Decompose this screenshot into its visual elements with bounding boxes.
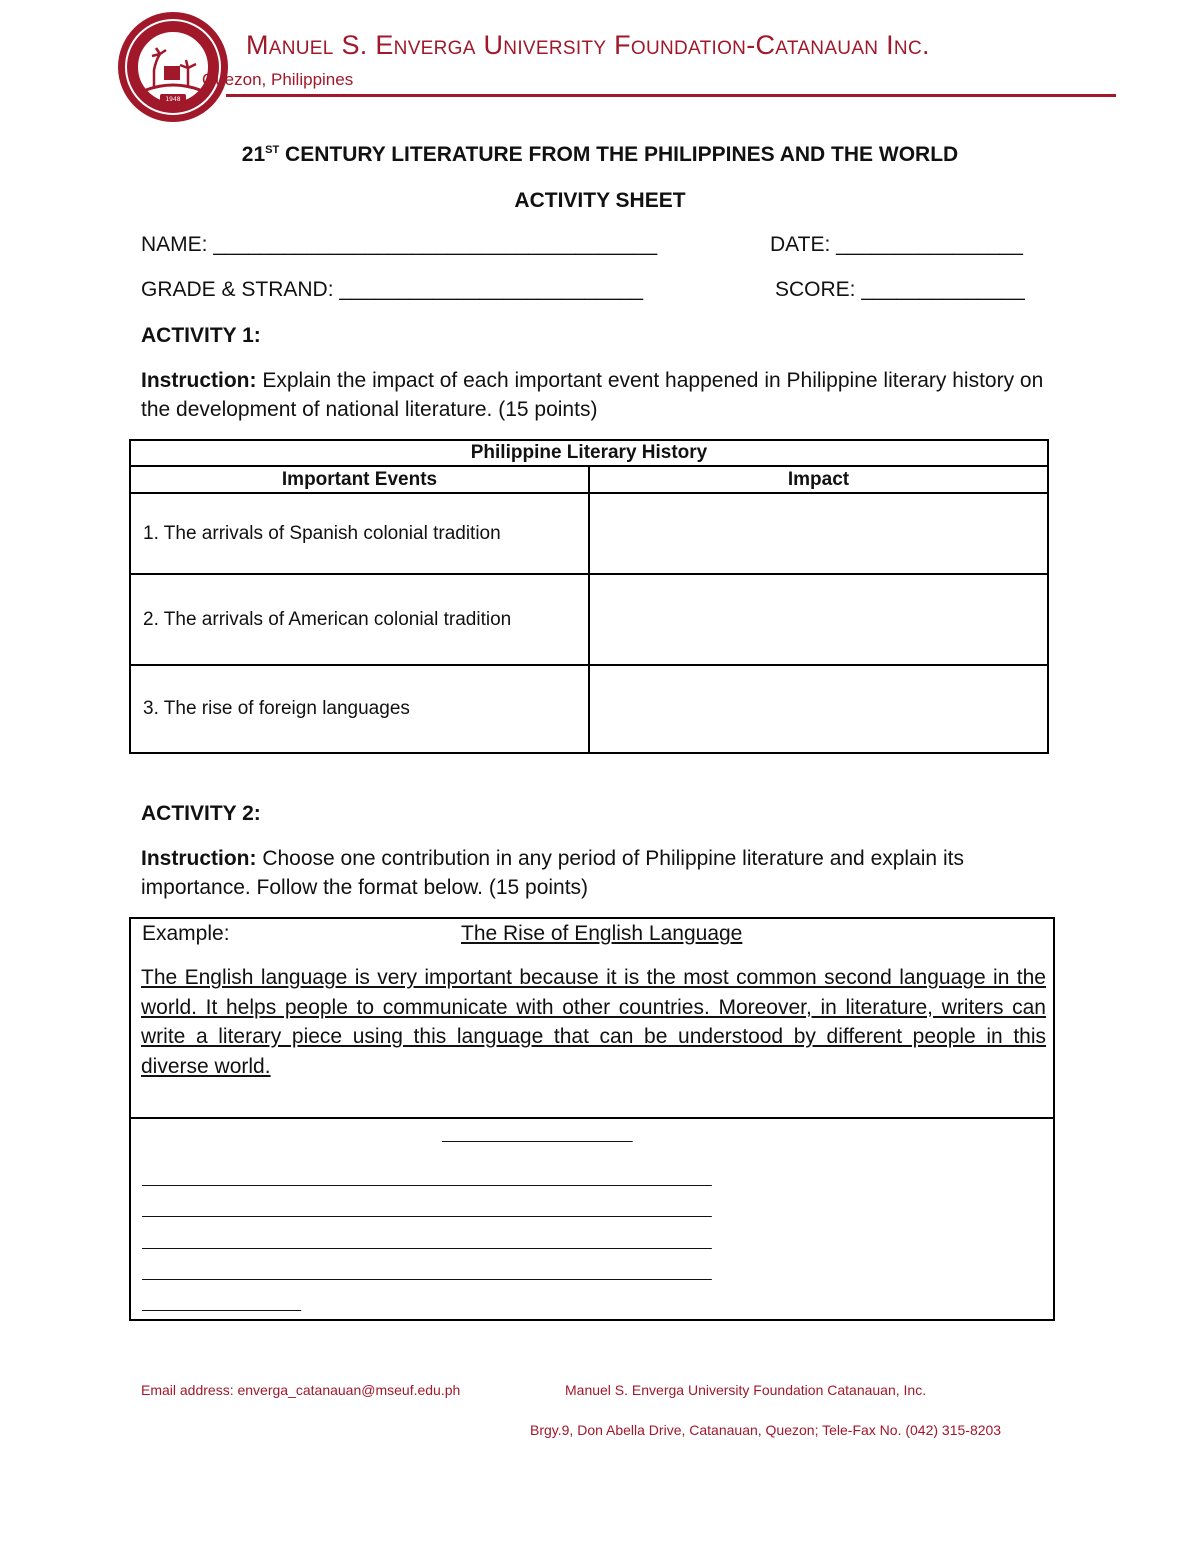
event-cell: 3. The rise of foreign languages	[130, 665, 589, 753]
university-name: Manuel S. Enverga University Foundation-Catanauan Inc.	[246, 30, 930, 60]
example-box-divider	[129, 1117, 1055, 1119]
event-cell: 2. The arrivals of American colonial tradition	[130, 574, 589, 665]
table-caption: Philippine Literary History	[130, 440, 1048, 466]
answer-line[interactable]: ________________________________________________________________________	[142, 1170, 711, 1187]
date-field[interactable]: DATE: ________________	[770, 233, 1023, 256]
activity-2-instruction: Instruction: Choose one contribution in any period of Philippine literature and explain its importance. Follow the format below. (15 points)	[141, 847, 964, 899]
activity-1-instruction: Instruction: Explain the impact of each important event happened in Philippine literary history on the development of national literature. (15 points)	[141, 369, 1044, 421]
answer-line[interactable]: ________________________________________________________________________	[142, 1201, 711, 1218]
column-header-events: Important Events	[130, 466, 589, 493]
example-title: The Rise of English Language	[461, 922, 743, 945]
grade-strand-field[interactable]: GRADE & STRAND: __________________________	[141, 278, 644, 301]
header-divider	[226, 94, 1116, 97]
svg-text:1948: 1948	[165, 96, 181, 103]
example-label: Example:	[142, 922, 230, 945]
score-field[interactable]: SCORE: ______________	[775, 278, 1025, 301]
footer-address: Brgy.9, Don Abella Drive, Catanauan, Quezon; Tele-Fax No. (042) 315-8203	[530, 1422, 1002, 1438]
column-header-impact: Impact	[589, 466, 1048, 493]
page-subtitle: ACTIVITY SHEET	[514, 189, 686, 212]
impact-cell[interactable]	[589, 493, 1048, 574]
university-location: Quezon, Philippines	[202, 70, 354, 89]
answer-line-last[interactable]: ____________________	[142, 1295, 300, 1312]
activity-2-heading: ACTIVITY 2:	[141, 802, 261, 825]
answer-line[interactable]: ________________________________________________________________________	[142, 1264, 711, 1281]
footer-email: Email address: enverga_catanauan@mseuf.edu.ph	[141, 1382, 461, 1398]
answer-title-blank[interactable]: ________________________	[442, 1126, 632, 1143]
university-seal-logo	[116, 10, 230, 124]
event-cell: 1. The arrivals of Spanish colonial tradition	[130, 493, 589, 574]
activity-1-heading: ACTIVITY 1:	[141, 324, 261, 347]
impact-cell[interactable]	[589, 574, 1048, 665]
name-field[interactable]: NAME: ______________________________________	[141, 233, 658, 256]
example-paragraph: The English language is very important because it is the most common second language in the world. It helps people to communicate with other countries. Moreover, in literature, writers can write a literary piece using this language that can be understood by different people in this diverse world.	[141, 966, 1046, 1078]
answer-line[interactable]: ________________________________________________________________________	[142, 1233, 711, 1250]
footer-organization: Manuel S. Enverga University Foundation Catanauan, Inc.	[565, 1382, 927, 1398]
literary-history-table	[129, 439, 1049, 754]
impact-cell[interactable]	[589, 665, 1048, 753]
page-title: 21ST CENTURY LITERATURE FROM THE PHILIPPINES AND THE WORLD	[241, 143, 959, 166]
